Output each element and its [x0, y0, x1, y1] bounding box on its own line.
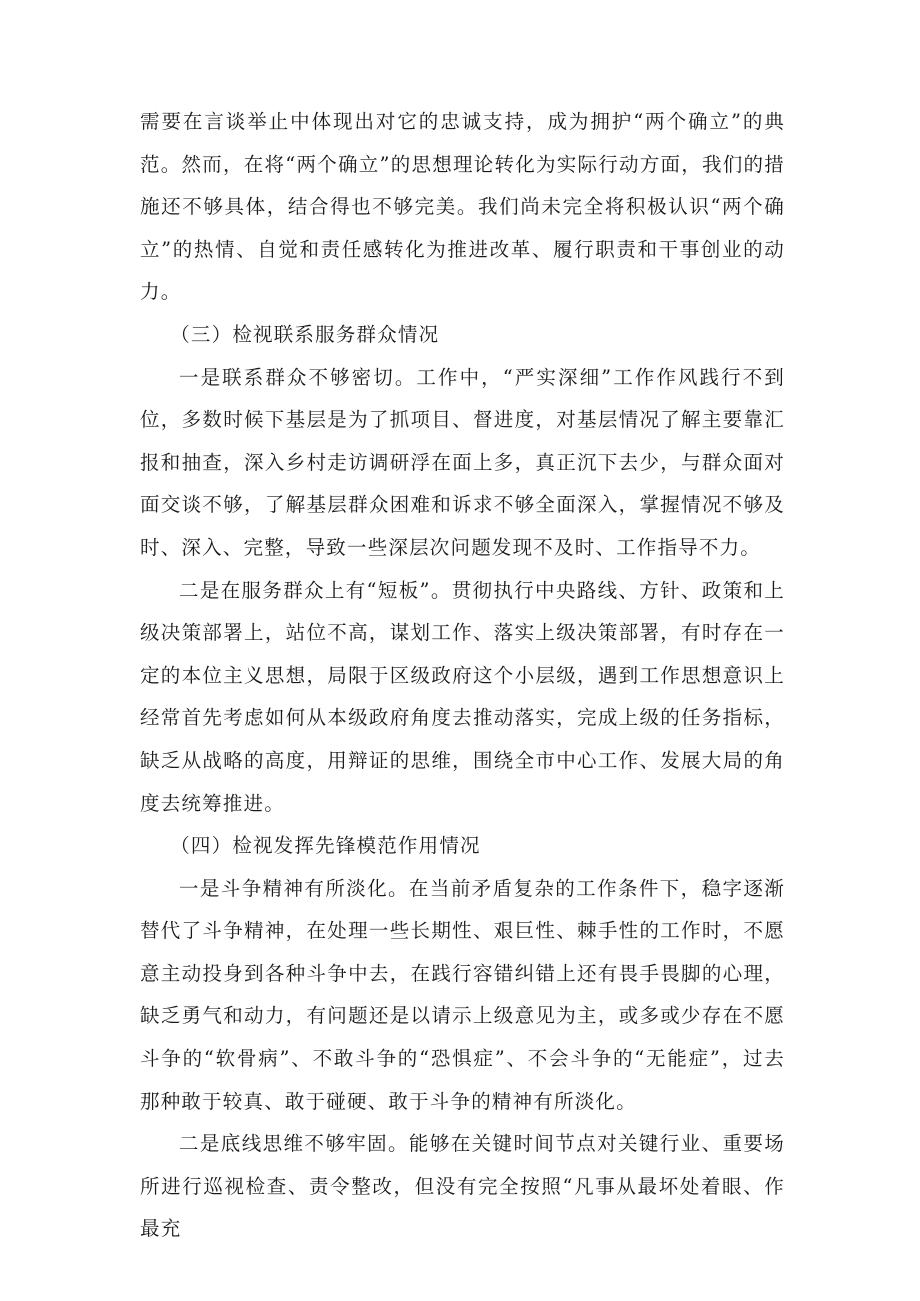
paragraph-serve-masses: 二是在服务群众上有“短板”。贯彻执行中央路线、方针、政策和上级决策部署上，站位不高，谋划工作、落实上级决策部署，有时存在一定的本位主义思想，局限于区级政府这个小层级，遇到工作思想意识上经常首先考虑如何从本级政府角度去推动落实，完成上级的任务指标，缺乏从战略的高度，用辩证的思维，围绕全市中心工作、发展大局的角度去统筹推进。 — [140, 578, 785, 815]
paragraph-bottom-line-thinking: 二是底线思维不够牢固。能够在关键时间节点对关键行业、重要场所进行巡视检查、责令整改，但没有完全按照“凡事从最坏处着眼、作最充 — [140, 1132, 785, 1241]
paragraph-struggle-spirit: 一是斗争精神有所淡化。在当前矛盾复杂的工作条件下，稳字逐渐替代了斗争精神，在处理一些长期性、艰巨性、棘手性的工作时，不愿意主动投身到各种斗争中去，在践行容错纠错上还有畏手畏脚的心理，缺乏勇气和动力，有问题还是以请示上级意见为主，或多或少存在不愿斗争的“软骨病”、不敢斗争的“恐惧症”、不会斗争的“无能症”，过去那种敢于较真、敢于碰硬、敢于斗争的精神有所淡化。 — [140, 876, 785, 1113]
section-heading-3: （三）检视联系服务群众情况 — [170, 322, 440, 346]
paragraph-continuation: 需要在言谈举止中体现出对它的忠诚支持，成为拥护“两个确立”的典范。然而，在将“两个确立”的思想理论转化为实际行动方面，我们的措施还不够具体，结合得也不够完美。我们尚未完全将积极认识“两个确立”的热情、自觉和责任感转化为推进改革、履行职责和干事创业的动力。 — [140, 110, 785, 304]
section-heading-4: （四）检视发挥先锋模范作用情况 — [170, 834, 481, 858]
document-body — [140, 101, 785, 1251]
paragraph-contact-masses: 一是联系群众不够密切。工作中，“严实深细”工作作风践行不到位，多数时候下基层是为了抓项目、督进度，对基层情况了解主要靠汇报和抽查，深入乡村走访调研浮在面上多，真正沉下去少，与群众面对面交谈不够，了解基层群众困难和诉求不够全面深入，掌握情况不够及时、深入、完整，导致一些深层次问题发现不及时、工作指导不力。 — [140, 365, 785, 559]
